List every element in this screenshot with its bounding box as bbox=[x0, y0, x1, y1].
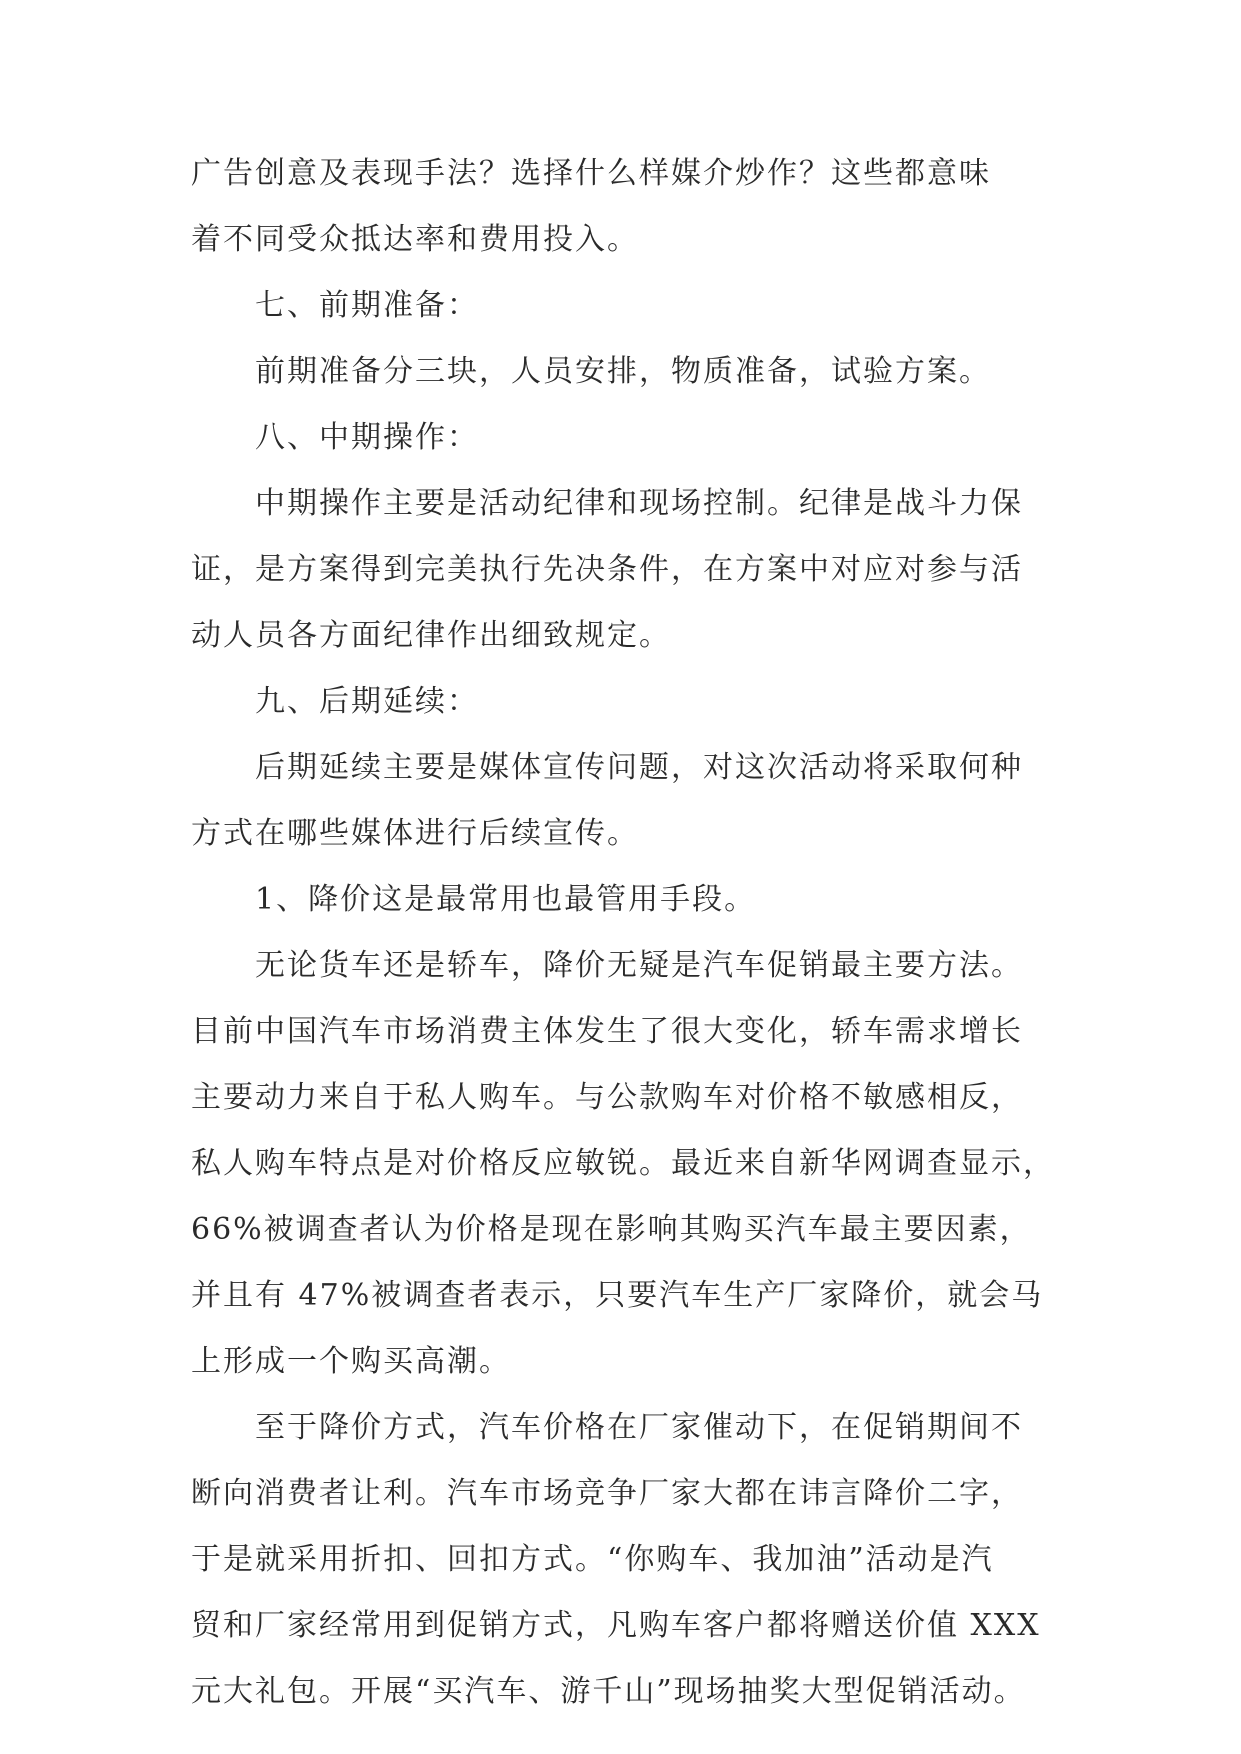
text-line: 证，是方案得到完美执行先决条件，在方案中对应对参与活 bbox=[191, 552, 1023, 587]
text-line: 并且有 47%被调查者表示，只要汽车生产厂家降价，就会马 bbox=[191, 1278, 1044, 1313]
text-line: 广告创意及表现手法？选择什么样媒介炒作？这些都意味 bbox=[191, 156, 991, 191]
text-line: 动人员各方面纪律作出细致规定。 bbox=[191, 618, 671, 653]
text-line: 九、后期延续： bbox=[255, 684, 479, 719]
text-line: 目前中国汽车市场消费主体发生了很大变化，轿车需求增长 bbox=[191, 1014, 1023, 1049]
text-line: 着不同受众抵达率和费用投入。 bbox=[191, 222, 639, 257]
text-line: 八、中期操作： bbox=[255, 420, 479, 455]
text-line: 七、前期准备： bbox=[255, 288, 479, 323]
text-line: 于是就采用折扣、回扣方式。“你购车、我加油”活动是汽 bbox=[191, 1542, 994, 1577]
text-line: 中期操作主要是活动纪律和现场控制。纪律是战斗力保 bbox=[255, 486, 1023, 521]
text-line: 至于降价方式，汽车价格在厂家催动下，在促销期间不 bbox=[255, 1410, 1023, 1445]
text-line: 66%被调查者认为价格是现在影响其购买汽车最主要因素， bbox=[191, 1212, 1032, 1247]
text-line: 前期准备分三块，人员安排，物质准备，试验方案。 bbox=[255, 354, 991, 389]
text-line: 上形成一个购买高潮。 bbox=[191, 1344, 511, 1379]
text-line: 私人购车特点是对价格反应敏锐。最近来自新华网调查显示， bbox=[191, 1146, 1055, 1181]
text-line: 元大礼包。开展“买汽车、游千山”现场抽奖大型促销活动。 bbox=[191, 1674, 1026, 1709]
body-text bbox=[191, 141, 1071, 1725]
text-line: 1、降价这是最常用也最管用手段。 bbox=[255, 882, 757, 917]
text-line: 方式在哪些媒体进行后续宣传。 bbox=[191, 816, 639, 851]
text-line: 断向消费者让利。汽车市场竞争厂家大都在讳言降价二字， bbox=[191, 1476, 1023, 1511]
text-line: 无论货车还是轿车，降价无疑是汽车促销最主要方法。 bbox=[255, 948, 1023, 983]
text-line: 后期延续主要是媒体宣传问题，对这次活动将采取何种 bbox=[255, 750, 1023, 785]
text-line: 主要动力来自于私人购车。与公款购车对价格不敏感相反， bbox=[191, 1080, 1023, 1115]
text-line: 贸和厂家经常用到促销方式，凡购车客户都将赠送价值 XXX bbox=[191, 1608, 1041, 1643]
